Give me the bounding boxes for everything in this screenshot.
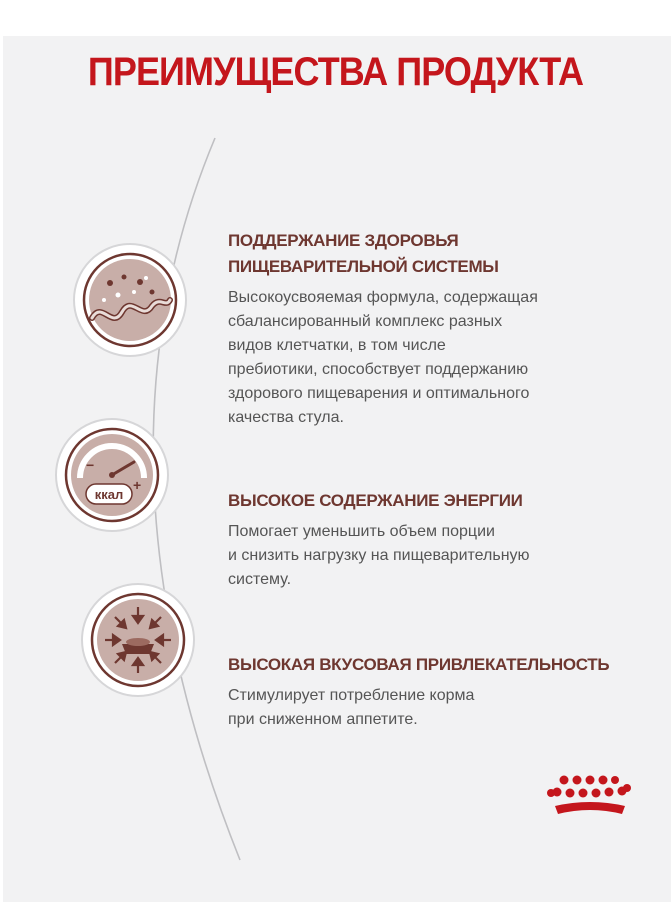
benefit-title-line: ВЫСОКАЯ ВКУСОВАЯ ПРИВЛЕКАТЕЛЬНОСТЬ [228,655,610,674]
benefit-text-line: систему. [228,571,292,588]
food-bowl-arrows-icon [82,584,194,696]
benefit-description [228,684,628,732]
timeline-curve [153,138,240,860]
benefit-text-line: Стимулирует потребление корма [228,687,475,704]
benefit-text-line: пребиотики, способствует поддержанию [228,361,529,378]
benefit-text-line: Высокоусвояемая формула, содержащая [228,289,538,306]
benefit-title [228,228,628,280]
digestion-intestine-icon [74,244,186,356]
benefit-text-line: при сниженном аппетите. [228,711,418,728]
benefit-title-line: ПОДДЕРЖАНИЕ ЗДОРОВЬЯ [228,231,459,250]
benefit-title [228,488,628,514]
benefit-title [228,652,628,678]
svg-text:+: + [133,477,142,493]
kcal-label: ккал [94,487,124,502]
benefit-text-line: качества стула. [228,409,344,426]
benefit-energy [228,488,628,592]
benefit-digestion [228,228,628,430]
energy-gauge-icon [56,419,168,531]
benefit-title-line: ПИЩЕВАРИТЕЛЬНОЙ СИСТЕМЫ [228,257,499,276]
benefit-text-line: Помогает уменьшить объем порции [228,523,495,540]
svg-text:−: − [86,457,95,473]
benefit-description [228,286,628,430]
benefit-title-line: ВЫСОКОЕ СОДЕРЖАНИЕ ЭНЕРГИИ [228,491,523,510]
benefit-text-line: здорового пищеварения и оптимального [228,385,530,402]
page-title: ПРЕИМУЩЕСТВА ПРОДУКТА [87,50,584,94]
benefit-text-line: сбалансированный комплекс разных [228,313,503,330]
benefit-description [228,520,628,592]
benefit-palatability [228,652,628,732]
royal-canin-crown-logo [547,776,631,815]
benefit-text-line: видов клетчатки, в том числе [228,337,446,354]
benefit-text-line: и снизить нагрузку на пищеварительную [228,547,530,564]
